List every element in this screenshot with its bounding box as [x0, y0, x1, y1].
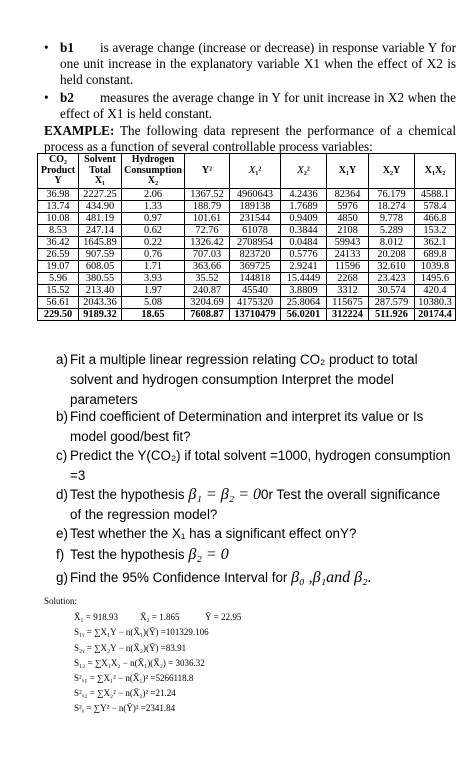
table-cell: 82364 — [327, 188, 369, 200]
table-cell: 10380.3 — [415, 296, 456, 308]
question-label: c) — [56, 448, 68, 463]
table-cell: 481.19 — [79, 212, 122, 224]
table-cell: 0.76 — [122, 248, 185, 260]
table-cell: 5.289 — [369, 224, 415, 236]
bullet-b1 — [44, 40, 456, 88]
table-cell: 0.0484 — [281, 236, 327, 248]
col-header: Solvent Total X₁ — [79, 154, 122, 189]
example-paragraph — [44, 123, 456, 154]
table-cell: 369725 — [230, 260, 281, 272]
definition-b2: measures the average change in Y for unit increase in X2 when the effect of X1 is held constant. — [60, 90, 456, 121]
col-header: Hydrogen Consumption X₂ — [122, 154, 185, 189]
total-cell: 312224 — [327, 308, 369, 320]
total-cell: 18.65 — [122, 308, 185, 320]
table-cell: 144818 — [230, 272, 281, 284]
col-header: X₂² — [281, 154, 327, 189]
table-cell: 578.4 — [415, 200, 456, 212]
definition-b1: is average change (increase or decrease) in response variable Y for one unit increase in the explanatory variable X1 when the effect of X2 is held constant. — [60, 40, 456, 87]
table-cell: 1.7689 — [281, 200, 327, 212]
total-cell: 229.50 — [38, 308, 79, 320]
table-cell: 247.14 — [79, 224, 122, 236]
data-table — [37, 153, 456, 321]
mean-x2: X̄₂ = 1.865 — [140, 612, 180, 622]
col-header: X₁² — [230, 154, 281, 189]
table-cell: 101.61 — [185, 212, 230, 224]
table-cell: 4588.1 — [415, 188, 456, 200]
table-cell: 240.87 — [185, 284, 230, 296]
table-row — [38, 224, 456, 236]
table-cell: 2043.36 — [79, 296, 122, 308]
col-header: X₁Y — [327, 154, 369, 189]
question-label: g) — [56, 570, 68, 585]
table-cell: 1645.89 — [79, 236, 122, 248]
table-cell: 15.52 — [38, 284, 79, 296]
table-cell: 2.9241 — [281, 260, 327, 272]
table-cell: 4960643 — [230, 188, 281, 200]
question-text: Test the hypothesis — [70, 547, 185, 562]
table-cell: 45540 — [230, 284, 281, 296]
col-header: CO₂ Product Y — [38, 154, 79, 189]
table-cell: 36.42 — [38, 236, 79, 248]
table-cell: 76.179 — [369, 188, 415, 200]
table-cell: 18.274 — [369, 200, 415, 212]
table-cell: 30.574 — [369, 284, 415, 296]
table-cell: 1495.6 — [415, 272, 456, 284]
question-c — [56, 446, 454, 486]
question-a — [56, 350, 454, 410]
table-cell: 9.778 — [369, 212, 415, 224]
col-header: X₁X₂ — [415, 154, 456, 189]
question-text: Test whether the X₁ has a significant effect onY? — [70, 526, 357, 541]
table-cell: 56.61 — [38, 296, 79, 308]
term-b2: b2 — [60, 90, 74, 105]
table-cell: 5.96 — [38, 272, 79, 284]
table-cell: 380.55 — [79, 272, 122, 284]
table-cell: 8.53 — [38, 224, 79, 236]
table-row — [38, 260, 456, 272]
example-label: EXAMPLE: — [44, 123, 115, 138]
question-label: e) — [56, 526, 68, 541]
example-text: The following data represent the performance of a chemical process as a function of several controllable process variables: — [44, 123, 457, 154]
table-cell: 1.33 — [122, 200, 185, 212]
question-text: Find coefficient of Determination and interpret its value or Is model good/best fit? — [70, 409, 424, 444]
table-row — [38, 272, 456, 284]
table-cell: 1.71 — [122, 260, 185, 272]
total-row — [38, 308, 456, 320]
table-cell: 35.52 — [185, 272, 230, 284]
table-cell: 3204.69 — [185, 296, 230, 308]
question-text: Test the hypothesis — [70, 487, 185, 502]
mean-x1: X̄₁ = 918.93 — [74, 612, 118, 622]
table-cell: 2227.25 — [79, 188, 122, 200]
table-cell: 0.97 — [122, 212, 185, 224]
solution-label: Solution: — [44, 596, 78, 606]
question-label: a) — [56, 352, 68, 367]
question-b — [56, 407, 454, 447]
table-cell: 4175320 — [230, 296, 281, 308]
table-cell: 115675 — [327, 296, 369, 308]
table-cell: 23.423 — [369, 272, 415, 284]
solution-line: S₁₂ = ∑X₁X₂ − n(X̄₁)(X̄₂) = 3036.32 — [74, 658, 205, 668]
table-cell: 11596 — [327, 260, 369, 272]
table-cell: 0.9409 — [281, 212, 327, 224]
table-row — [38, 212, 456, 224]
table-cell: 823720 — [230, 248, 281, 260]
table-cell: 59943 — [327, 236, 369, 248]
term-b1: b1 — [60, 40, 74, 55]
table-cell: 61078 — [230, 224, 281, 236]
total-cell: 20174.4 — [415, 308, 456, 320]
table-cell: 3.93 — [122, 272, 185, 284]
table-cell: 287.579 — [369, 296, 415, 308]
solution-line: S₂ᵧ = ∑X₂Y − n(X̄₂)(Ȳ) =83.91 — [74, 643, 187, 653]
table-row — [38, 284, 456, 296]
table-cell: 189138 — [230, 200, 281, 212]
table-cell: 188.79 — [185, 200, 230, 212]
table-cell: 5.08 — [122, 296, 185, 308]
table-cell: 3312 — [327, 284, 369, 296]
table-row — [38, 296, 456, 308]
mean-y: Ȳ = 22.95 — [205, 612, 242, 622]
table-row — [38, 188, 456, 200]
table-cell: 0.3844 — [281, 224, 327, 236]
table-cell: 15.4449 — [281, 272, 327, 284]
solution-line: S²ₓ₁ = ∑X₁² − n(X̄₁)² =5266118.8 — [74, 673, 194, 683]
table-cell: 0.22 — [122, 236, 185, 248]
question-g — [56, 568, 454, 588]
hypothesis-formula: β₁ = β₂ = 0 — [188, 486, 262, 503]
bullet-b2 — [44, 90, 456, 122]
table-cell: 26.59 — [38, 248, 79, 260]
table-header-row — [38, 154, 456, 189]
table-cell: 2268 — [327, 272, 369, 284]
table-cell: 153.2 — [415, 224, 456, 236]
question-label: b) — [56, 409, 68, 424]
table-cell: 466.8 — [415, 212, 456, 224]
table-cell: 213.40 — [79, 284, 122, 296]
table-cell: 20.208 — [369, 248, 415, 260]
table-cell: 608.05 — [79, 260, 122, 272]
question-label: d) — [56, 487, 68, 502]
table-cell: 0.5776 — [281, 248, 327, 260]
table-cell: 32.610 — [369, 260, 415, 272]
table-cell: 4850 — [327, 212, 369, 224]
table-cell: 1367.52 — [185, 188, 230, 200]
table-cell: 5976 — [327, 200, 369, 212]
table-cell: 2.06 — [122, 188, 185, 200]
table-cell: 8.012 — [369, 236, 415, 248]
table-cell: 707.03 — [185, 248, 230, 260]
question-label: f) — [56, 547, 65, 562]
table-cell: 907.59 — [79, 248, 122, 260]
solution-line: S²ₓ₂ = ∑X₂² − n(X̄₂)² =21.24 — [74, 688, 176, 698]
table-cell: 1.97 — [122, 284, 185, 296]
total-cell: 9189.32 — [79, 308, 122, 320]
table-row — [38, 200, 456, 212]
hypothesis-formula: β₂ = 0 — [188, 546, 229, 563]
question-f — [56, 545, 454, 565]
total-cell: 511.926 — [369, 308, 415, 320]
bullet-dot: • — [44, 90, 49, 105]
table-cell: 362.1 — [415, 236, 456, 248]
question-text: Predict the Y(CO₂) if total solvent =1000, hydrogen consumption =3 — [70, 448, 451, 483]
total-cell: 56.0201 — [281, 308, 327, 320]
table-cell: 25.8064 — [281, 296, 327, 308]
table-cell: 4.2436 — [281, 188, 327, 200]
bullet-dot: • — [44, 40, 49, 55]
table-cell: 72.76 — [185, 224, 230, 236]
table-cell: 2708954 — [230, 236, 281, 248]
table-cell: 2108 — [327, 224, 369, 236]
table-cell: 434.90 — [79, 200, 122, 212]
table-row — [38, 236, 456, 248]
table-cell: 19.07 — [38, 260, 79, 272]
table-cell: 0.62 — [122, 224, 185, 236]
question-text: Fit a multiple linear regression relating CO₂ product to total solvent and hydrogen consumption Interpret the model parameters — [70, 352, 418, 407]
table-cell: 1039.8 — [415, 260, 456, 272]
table-cell: 24133 — [327, 248, 369, 260]
table-cell: 420.4 — [415, 284, 456, 296]
table-cell: 363.66 — [185, 260, 230, 272]
table-cell: 231544 — [230, 212, 281, 224]
question-d — [56, 485, 454, 525]
question-text: Find the 95% Confidence Interval for — [70, 570, 288, 585]
solution-line: S²ᵧ = ∑Y² − n(Ȳ)² =2341.84 — [74, 703, 176, 713]
table-cell: 689.8 — [415, 248, 456, 260]
table-cell: 36.98 — [38, 188, 79, 200]
question-e — [56, 524, 454, 544]
total-cell: 7608.87 — [185, 308, 230, 320]
table-cell: 10.08 — [38, 212, 79, 224]
table-cell: 3.8809 — [281, 284, 327, 296]
table-cell: 1326.42 — [185, 236, 230, 248]
table-row — [38, 248, 456, 260]
total-cell: 13710479 — [230, 308, 281, 320]
confidence-formula: β₀ ,β₁and β₂. — [291, 569, 372, 586]
question-text: 0r Test the overall significance of the regression model? — [70, 487, 441, 522]
col-header: Y² — [185, 154, 230, 189]
solution-line: S₁ᵧ = ∑X₁Y − n(X̄₁)(Ȳ) =101329.106 — [74, 627, 209, 637]
table-cell: 13.74 — [38, 200, 79, 212]
col-header: X₂Y — [369, 154, 415, 189]
